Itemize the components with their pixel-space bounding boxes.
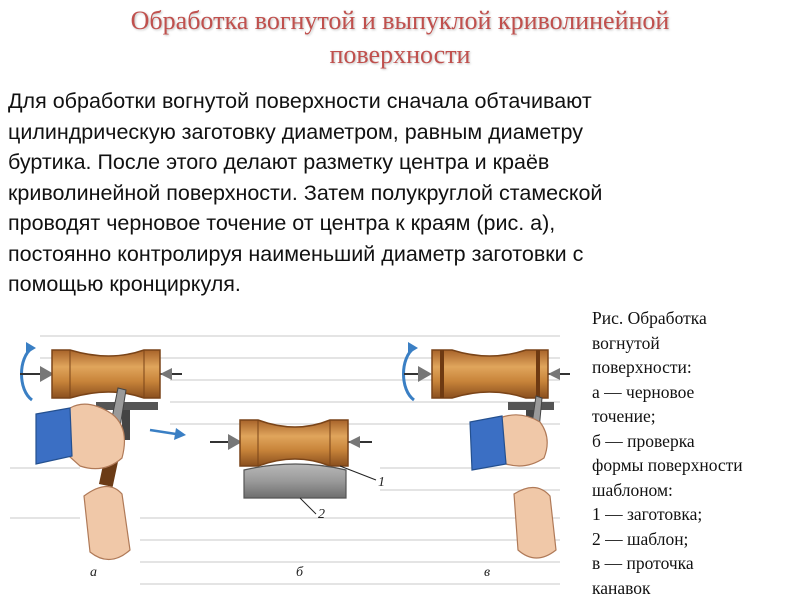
- figure-label-v: в: [484, 565, 491, 580]
- caption-line: 2 — шаблон;: [592, 528, 689, 549]
- figure-label-1: 1: [378, 475, 385, 490]
- figure-v: [404, 342, 571, 580]
- body-paragraph: [8, 86, 798, 300]
- body-line: проводят черновое точение от центра к краям (рис. а),: [8, 211, 556, 235]
- slide-title-line-2: поверхности: [329, 40, 471, 69]
- figure-label-a: а: [90, 565, 97, 580]
- figure-label-2: 2: [318, 507, 325, 522]
- body-line: цилиндрическую заготовку диаметром, равным диаметру: [8, 119, 583, 144]
- slide-title: [0, 4, 800, 72]
- lathe-illustration: [0, 318, 582, 600]
- caption-line: вогнутой: [592, 332, 660, 353]
- caption-line: точение;: [592, 406, 656, 426]
- figure-caption: [592, 306, 797, 600]
- figure-b: [210, 420, 385, 580]
- body-line: помощью кронциркуля.: [8, 272, 241, 296]
- caption-line: б — проверка: [592, 430, 695, 451]
- body-line: криволинейной поверхности. Затем полукруглой стамеской: [8, 180, 603, 205]
- figure-label-b: б: [296, 565, 304, 580]
- caption-line: в — проточка: [592, 553, 694, 573]
- caption-line: поверхности:: [592, 357, 692, 377]
- caption-line: канавок: [592, 577, 651, 598]
- figure-a: [20, 342, 186, 580]
- caption-line: 1 — заготовка;: [592, 504, 703, 524]
- caption-line: а — черновое: [592, 381, 695, 402]
- caption-line: Рис. Обработка: [592, 308, 707, 328]
- body-line: постоянно контролируя наименьший диаметр заготовки с: [8, 241, 584, 266]
- slide-title-line-1: Обработка вогнутой и выпуклой криволинейной: [130, 6, 670, 35]
- body-line: буртика. После этого делают разметку центра и краёв: [8, 150, 550, 174]
- caption-line: шаблоном:: [592, 479, 673, 500]
- body-line: Для обработки вогнутой поверхности сначала обтачивают: [8, 89, 592, 113]
- caption-line: формы поверхности: [592, 455, 743, 475]
